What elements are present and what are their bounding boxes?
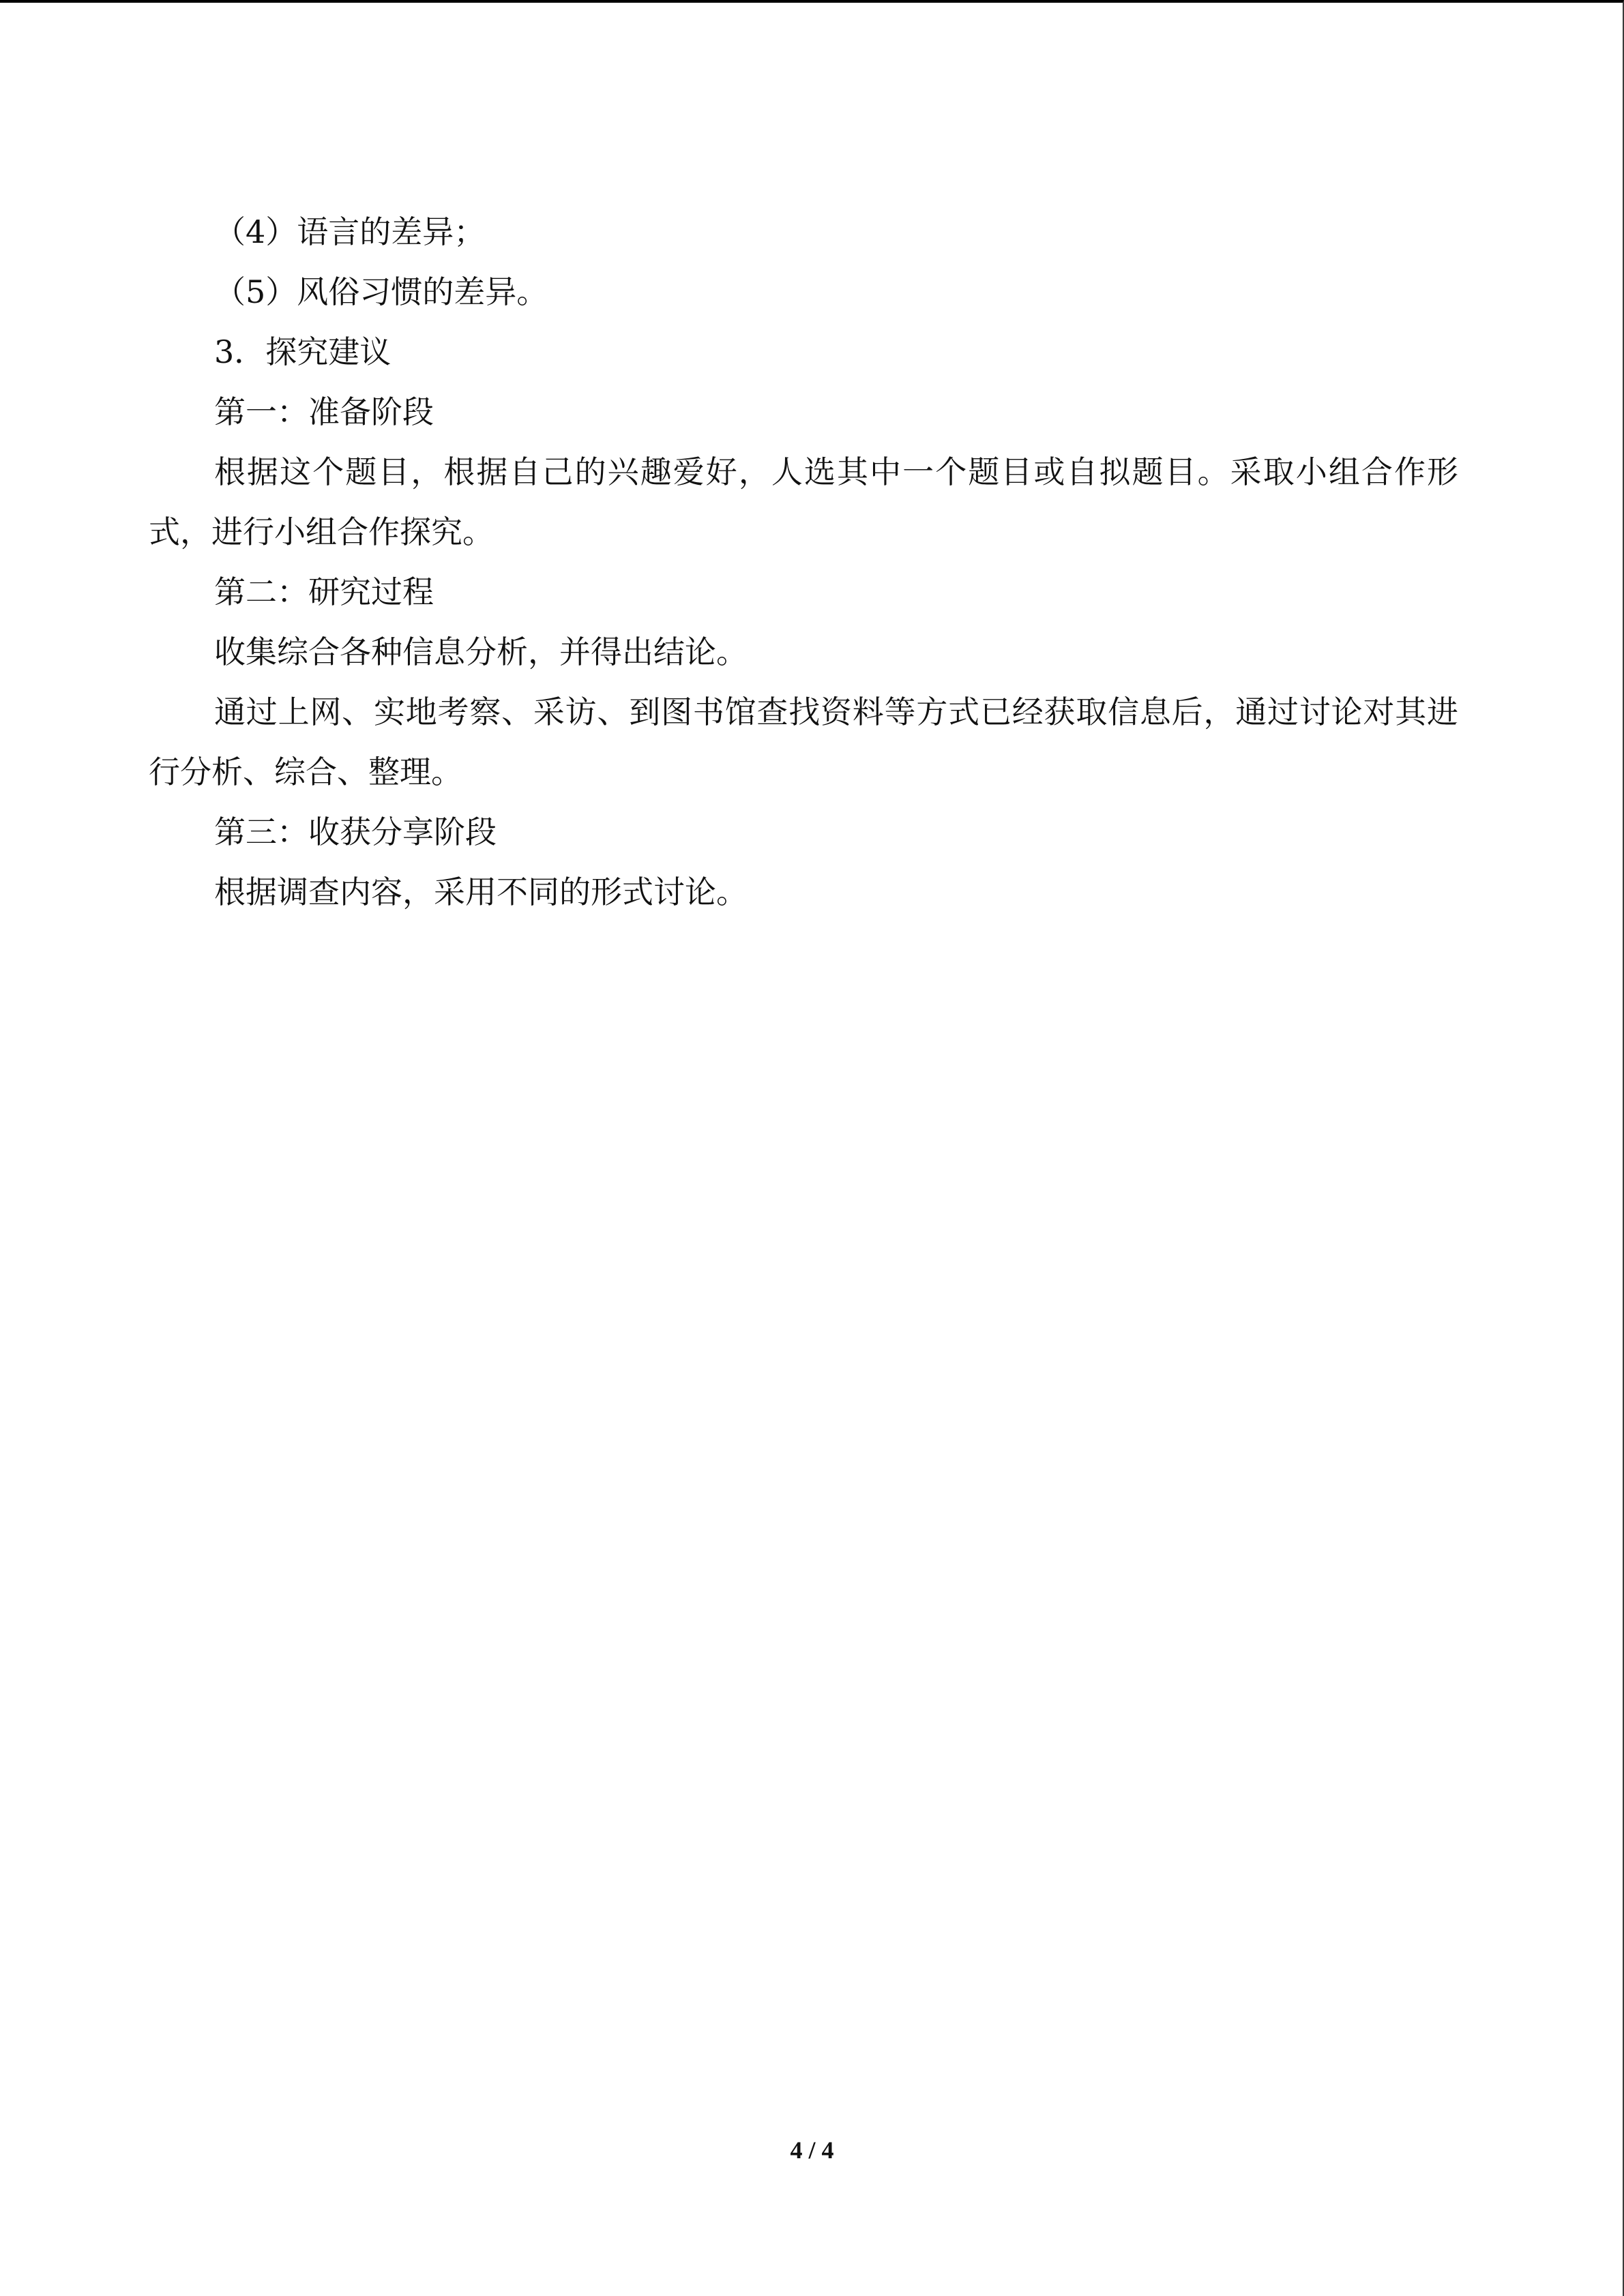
paragraph-preparation: 根据这个题目，根据自己的兴趣爱好，人选其中一个题目或自拟题目。采取小组合作形式，进行小组合作探究。 xyxy=(149,453,1458,550)
section-heading-suggestions: 3．探究建议 xyxy=(214,333,392,370)
stage-heading-sharing: 第三：收获分享阶段 xyxy=(214,814,497,850)
stage-heading-research: 第二：研究过程 xyxy=(214,573,434,610)
paragraph-sharing: 根据调查内容，采用不同的形式讨论。 xyxy=(214,874,748,910)
paragraph-research-summary: 收集综合各种信息分析，并得出结论。 xyxy=(214,633,748,670)
page-number: 4 / 4 xyxy=(790,2136,834,2164)
list-item-language-difference: （4）语言的差异； xyxy=(214,213,486,250)
document-body xyxy=(149,202,1458,922)
paragraph-research-methods: 通过上网、实地考察、采访、到图书馆查找资料等方式已经获取信息后，通过讨论对其进行分析、综合、整理。 xyxy=(149,694,1458,790)
list-item-custom-difference: （5）风俗习惯的差异。 xyxy=(214,273,548,310)
stage-heading-preparation: 第一：准备阶段 xyxy=(214,393,434,430)
